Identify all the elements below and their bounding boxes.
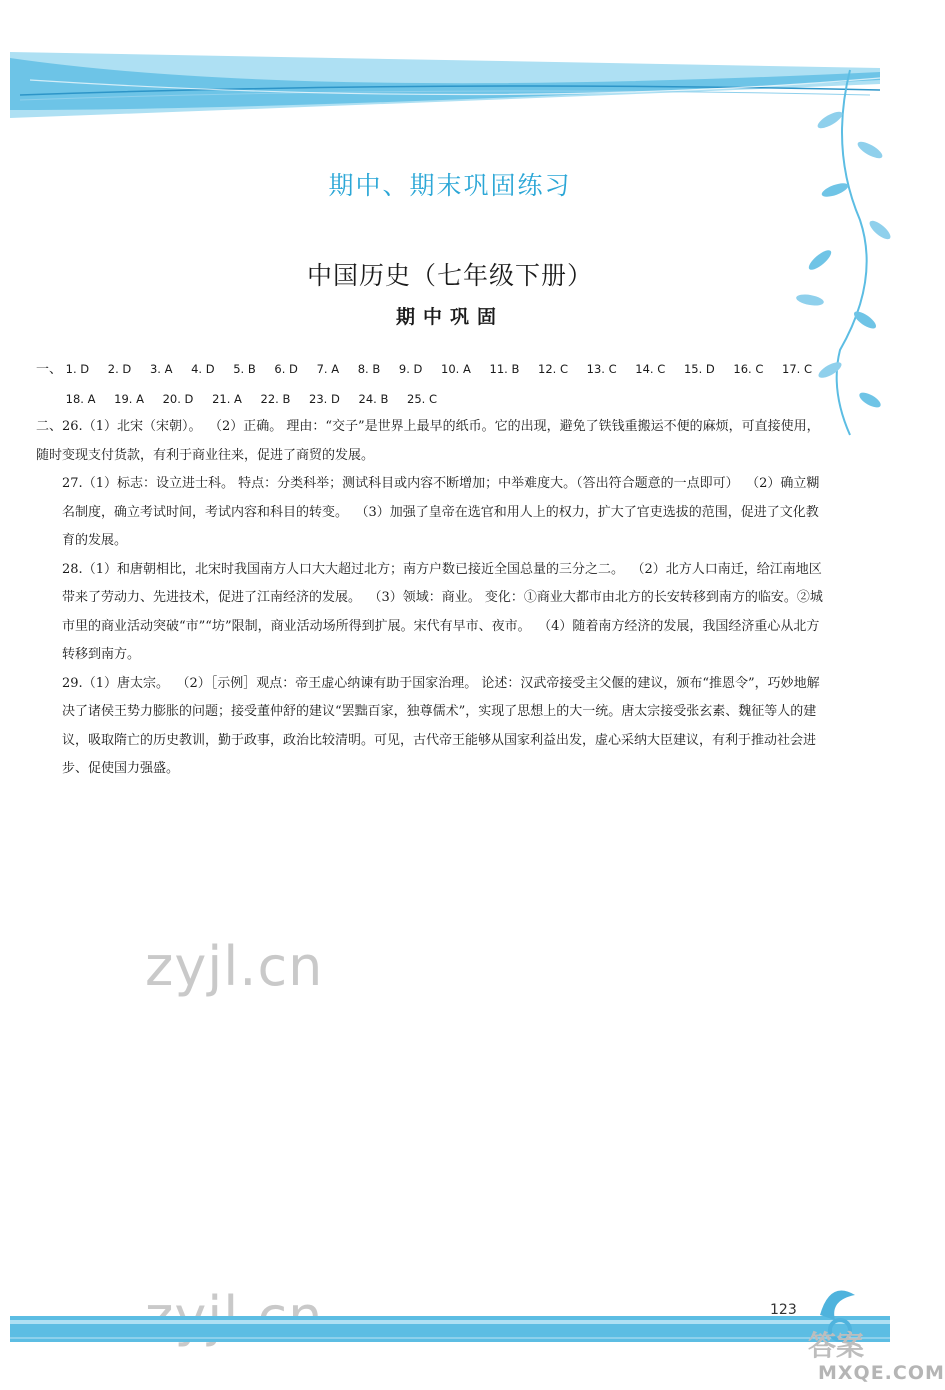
mc-answer: 5. B [233, 362, 256, 376]
question-29 [36, 670, 826, 784]
logo-text: MXQE.COM [818, 1362, 945, 1384]
mc-answer: 14. C [635, 362, 666, 376]
mc-answer: 7. A [316, 362, 340, 376]
answer-part: （4）随着南方经济的发展，我国经济重心从北方转移到南方。 [62, 618, 820, 662]
question-27 [36, 470, 826, 556]
mc-answer: 1. D [65, 362, 90, 376]
mc-answer: 17. C [782, 362, 813, 376]
question-26 [36, 413, 826, 470]
mc-answer: 6. D [274, 362, 298, 376]
question-28 [36, 556, 826, 670]
answer-part: （2）北方人口南迁，给江南地区带来了劳动力、先进技术，促进了江南经济的发展。 [62, 561, 822, 605]
mc-answers-row-2 [36, 385, 826, 414]
answer-content [36, 355, 826, 784]
question-number: 26. [62, 419, 83, 434]
mc-answer: 21. A [212, 391, 242, 406]
page-number: 123 [770, 1302, 797, 1318]
mc-answer: 23. D [309, 391, 340, 406]
answer-part: （3）加强了皇帝在选官和用人上的权力，扩大了官吏选拔的范围，促进了文化教育的发展。 [62, 504, 819, 548]
mc-answer: 20. D [162, 391, 194, 406]
mc-answer: 18. A [65, 391, 96, 406]
answer-part: （1）标志：设立进士科。 特点：分类科举；测试科目或内容不断增加；中举难度大。（答出符合题意的一点即可） [82, 476, 739, 491]
exam-sub-title: 期中巩固 [395, 306, 504, 328]
mc-answer: 22. B [260, 391, 291, 406]
mc-answer: 10. A [441, 362, 471, 376]
question-number: 29. [62, 675, 83, 691]
part2-lead: 二、 [36, 419, 63, 434]
mc-answer: 3. A [149, 362, 173, 376]
mc-answer: 24. B [358, 391, 389, 406]
mc-answers-row-1 [36, 355, 826, 385]
answer-part: （1）和唐朝相比，北宋时我国南方人口大大超过北方；南方户数已接近全国总量的三分之二。 [82, 561, 624, 577]
answer-part: （2）［示例］观点：帝王虚心纳谏有助于国家治理。 论述：汉武帝接受主父偃的建议，颁布“推恩令”，巧妙地解决了诸侯王势力膨胀的问题；接受董仲舒的建议“罢黜百家，独尊儒术”，实现了思想上的大一统。唐太宗接受张玄素、魏征等人的建议，吸取隋亡的历史教训，勤于政事，政治比较清明。可见，古代帝王能够从国家利益出发，虚心采纳大臣建议，有利于推动社会进步、促使国力强盛。 [62, 675, 820, 776]
mc-answer: 19. A [114, 391, 144, 406]
section-title: 期中、期末巩固练习 [328, 171, 572, 200]
answer-part: （3）领域：商业。 变化：①商业大都市由北方的长安转移到南方的临安。②城市里的商业活动突破“市”“坊”限制，商业活动场所得到扩展。宋代有早市、夜市。 [62, 590, 823, 634]
top-banner-decoration [0, 40, 900, 130]
mc-answer: 25. C [407, 391, 437, 406]
watermark-text: zyjl.cn [145, 935, 324, 998]
answer-part: （1）北宋（宋朝）。 [82, 419, 202, 434]
part1-lead: 一、 [36, 362, 63, 377]
mc-answer: 8. B [357, 362, 381, 376]
mc-answer: 12. C [538, 362, 568, 376]
mc-answer: 9. D [398, 362, 423, 376]
mc-answer: 13. C [586, 362, 617, 376]
mc-answer: 11. B [489, 362, 520, 376]
mc-answer: 16. C [733, 362, 764, 376]
mc-answer: 2. D [107, 362, 132, 376]
mc-answer: 4. D [191, 362, 215, 376]
svg-text:答案: 答案 [808, 1329, 865, 1362]
answer-part: （1）唐太宗。 [82, 675, 169, 691]
question-number: 27. [62, 476, 83, 491]
answer-part: （2）确立糊名制度，确立考试时间，考试内容和科目的转变。 [62, 476, 820, 520]
bottom-banner-decoration [0, 1310, 900, 1360]
subject-title: 中国历史（七年级下册） [306, 261, 593, 290]
mc-answer: 15. D [683, 362, 715, 376]
answer-part: （2）正确。 理由：“交子”是世界上最早的纸币。它的出现，避免了铁钱重搬运不便的麻烦，可直接使用，随时变现支付货款，有利于商业往来，促进了商贸的发展。 [36, 419, 820, 463]
question-number: 28. [62, 561, 83, 577]
